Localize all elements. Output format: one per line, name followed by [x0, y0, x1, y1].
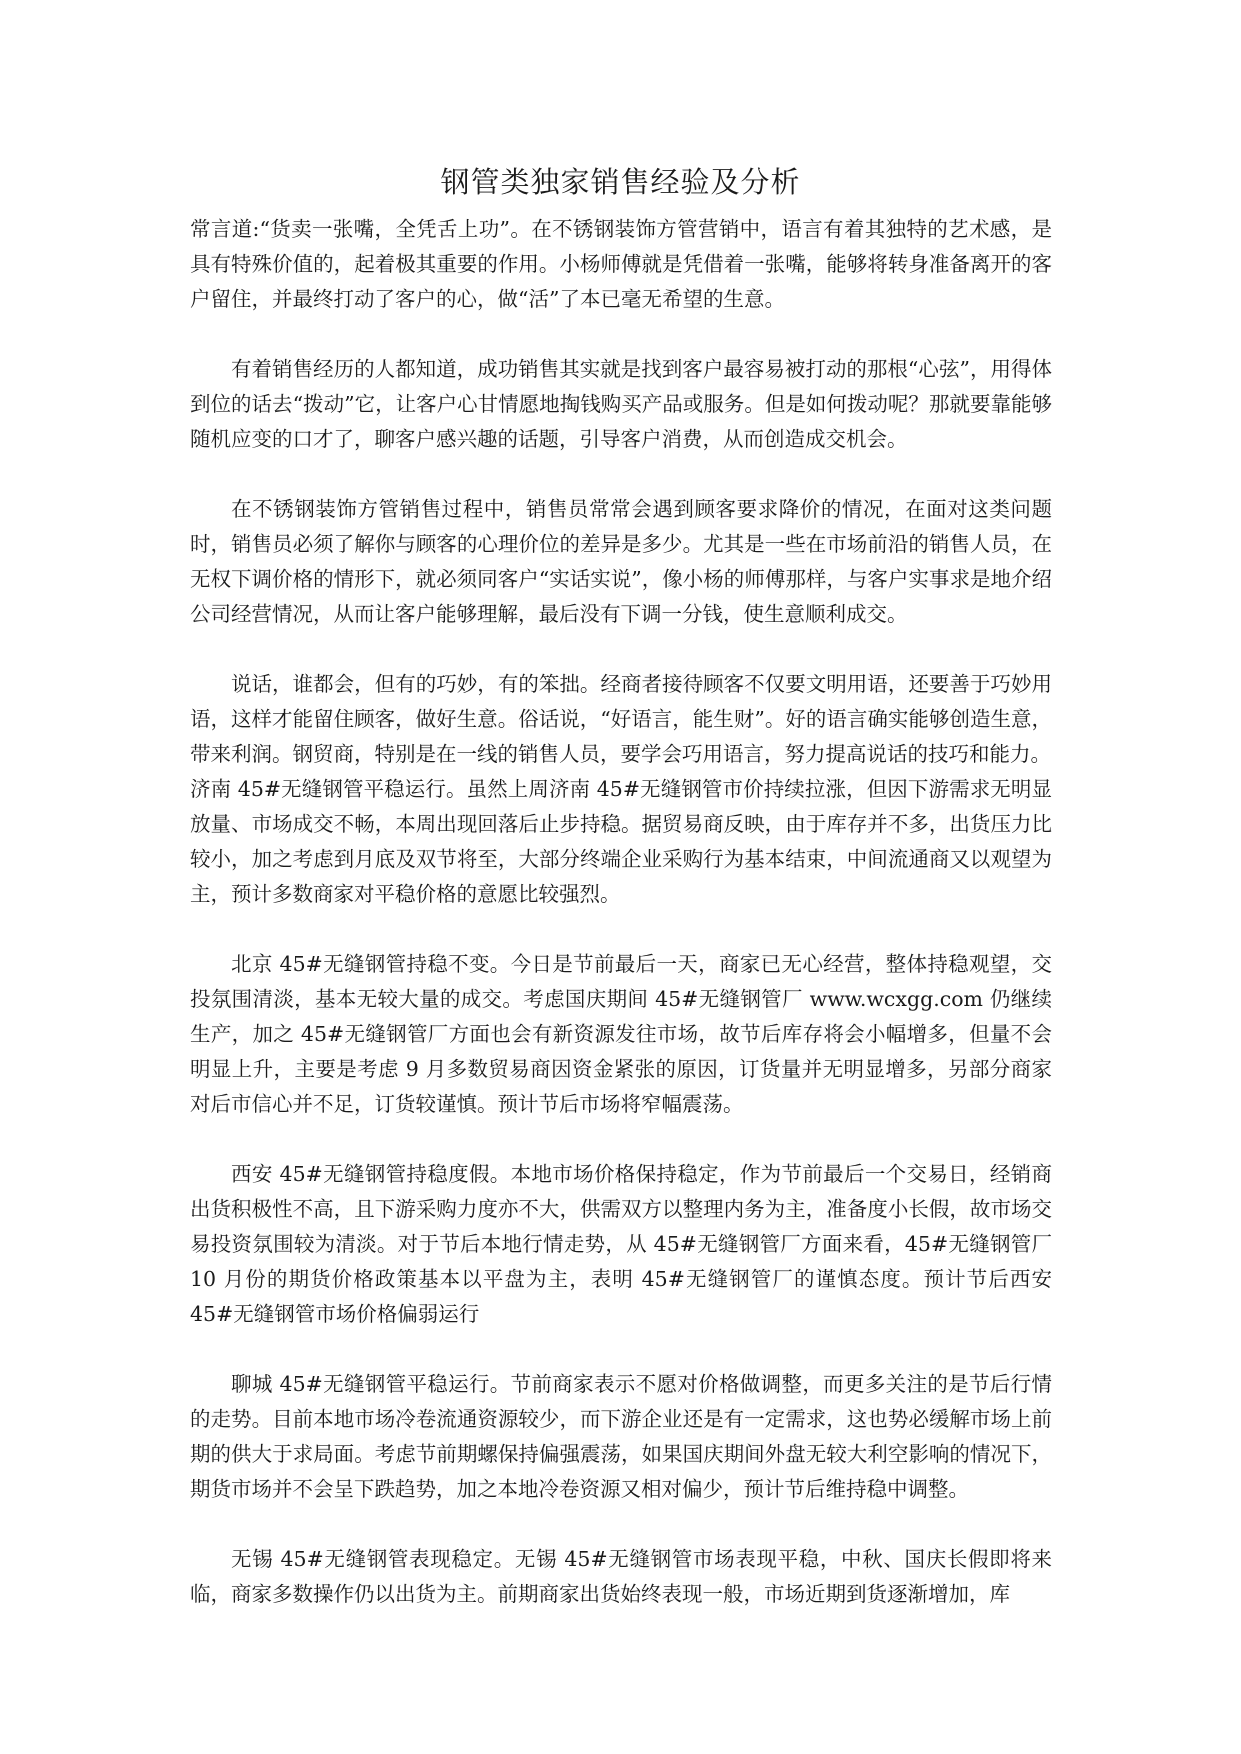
- paragraph-wuxi-market: 无锡 45#无缝钢管表现稳定。无锡 45#无缝钢管市场表现平稳，中秋、国庆长假即将来临，商家多数操作仍以出货为主。前期商家出货始终表现一般，市场近期到货逐渐增加，库: [190, 1547, 1052, 1606]
- paragraph-sales-experience: 有着销售经历的人都知道，成功销售其实就是找到客户最容易被打动的那根“心弦”，用得体到位的话去“拨动”它，让客户心甘情愿地掏钱购买产品或服务。但是如何拨动呢？那就要靠能够随机应变的口才了，聊客户感兴趣的话题，引导客户消费，从而创造成交机会。: [190, 357, 1052, 451]
- paragraph-liaocheng-market: 聊城 45#无缝钢管平稳运行。节前商家表示不愿对价格做调整，而更多关注的是节后行情的走势。目前本地市场冷卷流通资源较少，而下游企业还是有一定需求，这也势必缓解市场上前期的供大于求局面。考虑节前期螺保持偏强震荡，如果国庆期间外盘无较大利空影响的情况下，期货市场并不会呈下跌趋势，加之本地冷卷资源又相对偏少，预计节后维持稳中调整。: [190, 1372, 1052, 1501]
- paragraph-beijing-market: 北京 45#无缝钢管持稳不变。今日是节前最后一天，商家已无心经营，整体持稳观望，交投氛围清淡，基本无较大量的成交。考虑国庆期间 45#无缝钢管厂 www.wcxgg.com 仍继续生产，加之 45#无缝钢管厂方面也会有新资源发往市场，故节后库存将会小幅增多，但量不会明显上升，主要是考虑 9 月多数贸易商因资金紧张的原因，订货量并无明显增多，另部分商家对后市信心并不足，订货较谨慎。预计节后市场将窄幅震荡。: [190, 952, 1052, 1116]
- document-body: [190, 212, 1052, 1612]
- paragraph-language-skills: 说话，谁都会，但有的巧妙，有的笨拙。经商者接待顾客不仅要文明用语，还要善于巧妙用语，这样才能留住顾客，做好生意。俗话说，“好语言，能生财”。好的语言确实能够创造生意，带来利润。钢贸商，特别是在一线的销售人员，要学会巧用语言，努力提高说话的技巧和能力。: [190, 672, 1052, 766]
- paragraph-jinan-market: 济南 45#无缝钢管平稳运行。虽然上周济南 45#无缝钢管市价持续拉涨，但因下游需求无明显放量、市场成交不畅，本周出现回落后止步持稳。据贸易商反映，由于库存并不多，出货压力比较小，加之考虑到月底及双节将至，大部分终端企业采购行为基本结束，中间流通商又以观望为主，预计多数商家对平稳价格的意愿比较强烈。: [190, 777, 1052, 906]
- document-title: 钢管类独家销售经验及分析: [440, 165, 801, 199]
- paragraph-xian-market: 西安 45#无缝钢管持稳度假。本地市场价格保持稳定，作为节前最后一个交易日，经销商出货积极性不高，且下游采购力度亦不大，供需双方以整理内务为主，准备度小长假，故市场交易投资氛围较为清淡。对于节后本地行情走势，从 45#无缝钢管厂方面来看，45#无缝钢管厂 10 月份的期货价格政策基本以平盘为主，表明 45#无缝钢管厂的谨慎态度。预计节后西安 45#无缝钢管市场价格偏弱运行: [190, 1162, 1052, 1326]
- paragraph-intro: 常言道:“货卖一张嘴，全凭舌上功”。在不锈钢装饰方管营销中，语言有着其独特的艺术感，是具有特殊价值的，起着极其重要的作用。小杨师傅就是凭借着一张嘴，能够将转身准备离开的客户留住，并最终打动了客户的心，做“活”了本已毫无希望的生意。: [190, 217, 1052, 311]
- paragraph-price-negotiation: 在不锈钢装饰方管销售过程中，销售员常常会遇到顾客要求降价的情况，在面对这类问题时，销售员必须了解你与顾客的心理价位的差异是多少。尤其是一些在市场前沿的销售人员，在无权下调价格的情形下，就必须同客户“实话实说”，像小杨的师傅那样，与客户实事求是地介绍公司经营情况，从而让客户能够理解，最后没有下调一分钱，使生意顺利成交。: [190, 497, 1052, 626]
